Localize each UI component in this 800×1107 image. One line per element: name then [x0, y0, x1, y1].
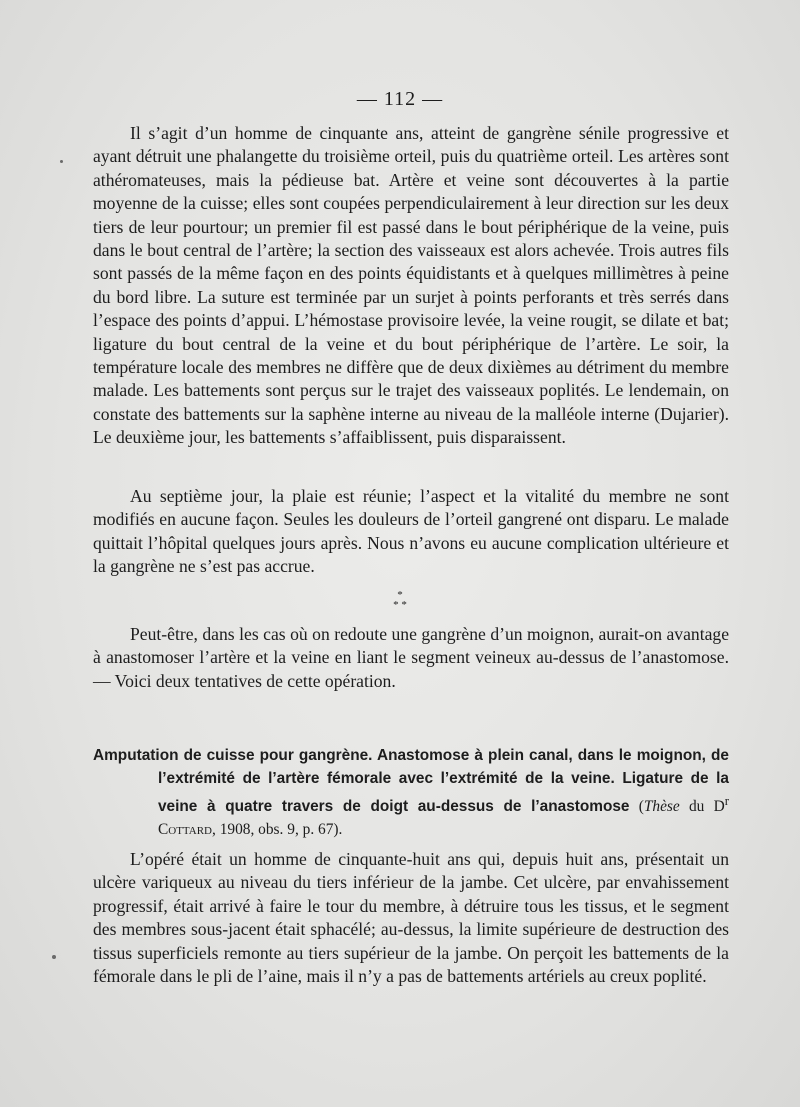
case-heading-source-du: du D	[679, 798, 725, 816]
body-text-block	[93, 122, 729, 450]
case-heading-title: Amputation de cuisse pour gangrène. Anastomose à plein canal, dans le moignon, de l’extrémité de l’artère fémorale avec l’extrémité de la veine. Ligature de la veine à quatre travers de doigt au-dessus de l’anastomose	[93, 747, 729, 816]
scan-speck	[52, 955, 56, 959]
paragraph: L’opéré était un homme de cinquante-huit ans qui, depuis huit ans, présentait un ulcère variqueux au niveau du tiers inférieur de la jambe. Cet ulcère, par envahissement progressif, était arrivé à faire le tour du membre, à détruire tous les tissus, et le segment des membres sous-jacent était sphacélé; au-dessus, la limite supérieure de destruction des tissus superficiels remonte au tiers supérieur de la jambe. On perçoit les battements de la fémorale dans le pli de l’aine, mais il n’y a pas de battements artériels au creux poplité.	[93, 849, 729, 987]
case-heading-source-author: Cottard,	[158, 820, 216, 838]
case-heading-open-paren: (	[629, 798, 644, 816]
section-separator	[0, 590, 800, 610]
paragraph: Au septième jour, la plaie est réunie; l’aspect et la vitalité du membre ne sont modifiés en aucune façon. Seules les douleurs de l’orteil gangrené ont disparu. Le malade quittait l’hôpital quelques jours après. Nous n’avons eu aucune complication ultérieure et la gangrène ne s’est pas accrue.	[93, 486, 729, 577]
case-heading-source-thesis: Thèse	[643, 798, 680, 816]
page-number: — 112 —	[356, 88, 444, 110]
case-heading	[93, 745, 729, 841]
body-text-block	[93, 485, 729, 579]
separator-asterisk-bottom: * *	[393, 599, 407, 611]
paragraph: Il s’agit d’un homme de cinquante ans, atteint de gangrène sénile progressive et ayant détruit une phalangette du troisième orteil, puis du quatrième orteil. Les artères sont athéromateuses, mais la pédieuse bat. Artère et veine sont découvertes à la partie moyenne de la cuisse; elles sont coupées perpendiculairement à leur direction sur les deux tiers de leur pourtour; un premier fil est passé dans le bout périphérique de la veine, puis dans le bout central de l’artère; la section des vaisseaux est alors achevée. Trois autres fils sont passés de la même façon en des points équidistants et à quelques millimètres à peine du bord libre. La suture est terminée par un surjet à points perforants et très serrés dans l’espace des points d’appui. L’hémostase provisoire levée, la veine rougit, se dilate et bat; ligature du bout central de la veine et du bout périphérique de l’artère. Le soir, la température locale des membres ne diffère que de deux dixièmes au détriment du membre malade. Les battements sont perçus sur le trajet des vaisseaux poplités. Le lendemain, on constate des battements sur la saphène interne au niveau de la malléole interne (Dujarier). Le deuxième jour, les battements s’affaiblissent, puis disparaissent.	[93, 123, 729, 448]
case-heading-source-dr-sup: r	[724, 794, 729, 808]
scan-speck	[60, 160, 63, 163]
case-heading-source-rest: 1908, obs. 9, p. 67).	[215, 820, 343, 838]
separator-asterisk-top: *	[397, 589, 403, 601]
paragraph: Peut-être, dans les cas où on redoute une gangrène d’un moignon, aurait-on avantage à anastomoser l’artère et la veine en liant le segment veineux au-dessus de l’anastomose. — Voici deux tentatives de cette opération.	[93, 624, 729, 691]
body-text-block	[93, 623, 729, 693]
body-text-block	[93, 848, 729, 988]
